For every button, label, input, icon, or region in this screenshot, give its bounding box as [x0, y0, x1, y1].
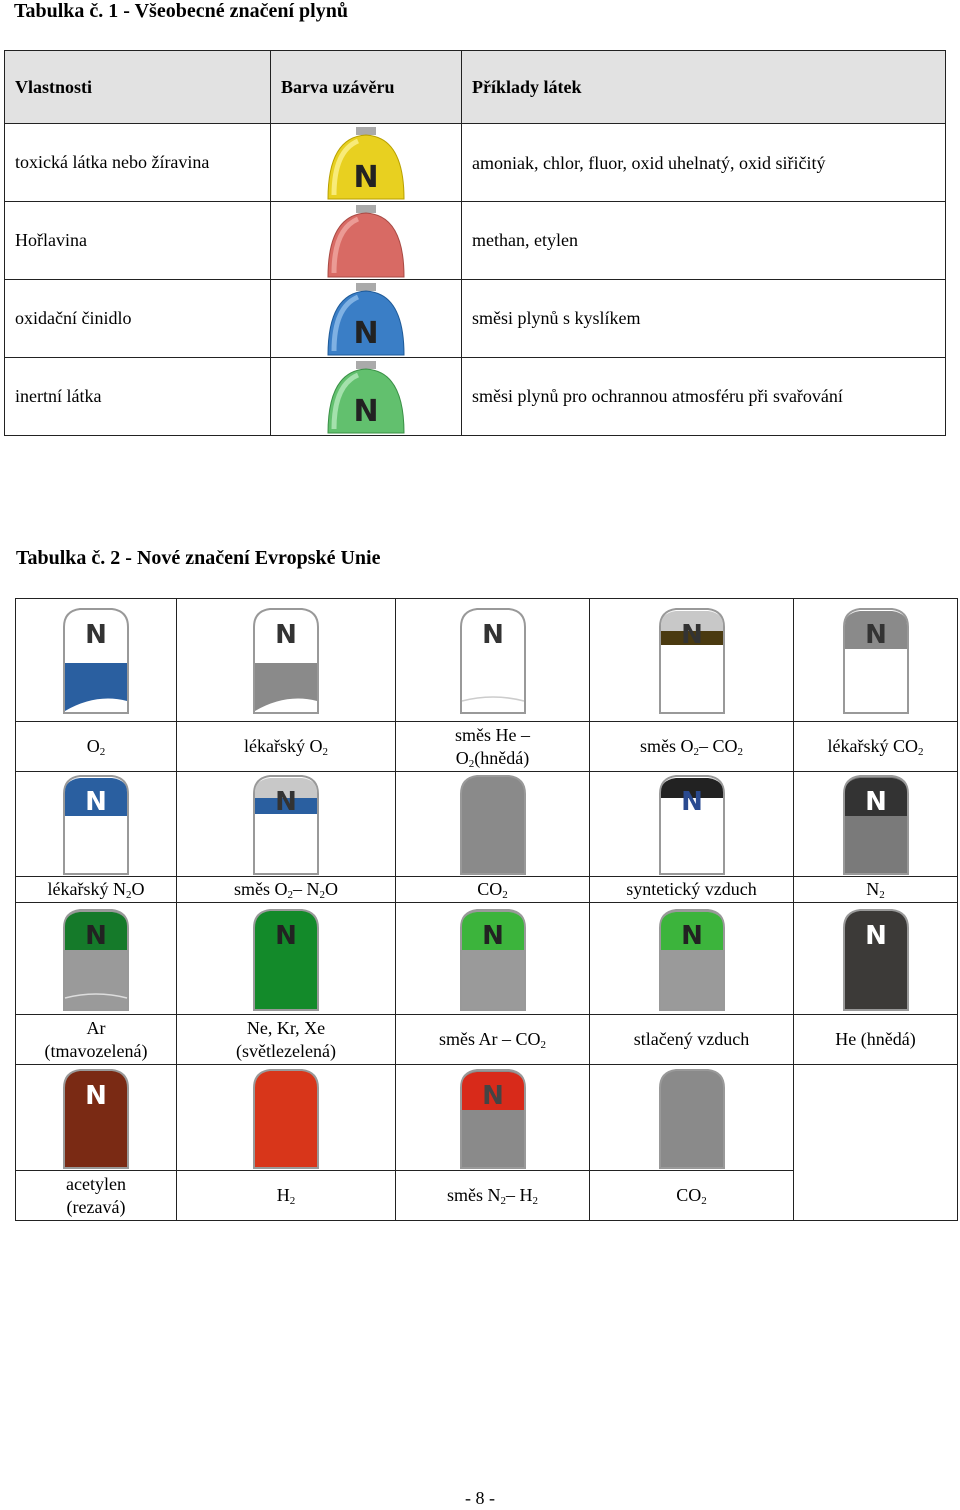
cylinder-cell — [177, 1065, 396, 1171]
gas-label: $CO_2$ — [396, 877, 590, 903]
gas-label: $H_2$ — [177, 1171, 396, 1221]
table1-title: Tabulka č. 1 - Všeobecné značení plynů — [14, 0, 348, 22]
table-row — [5, 280, 946, 358]
cylinder-cell — [794, 772, 958, 877]
svg-text:N: N — [481, 620, 504, 650]
page-number: - 8 - — [465, 1488, 495, 1508]
gas-label: stlačený vzduch — [590, 1015, 794, 1065]
gas-label: lékařský $O_2$ — [177, 722, 396, 772]
svg-text:N: N — [680, 620, 703, 650]
svg-text:N: N — [353, 393, 379, 429]
svg-text:N: N — [353, 315, 379, 351]
examples-cell: směsi plynů pro ochrannou atmosféru při svařování — [462, 358, 946, 436]
svg-text:N: N — [85, 787, 107, 817]
cylinder-cell — [794, 903, 958, 1015]
gas-label: lékařský $N_2O$ — [16, 877, 177, 903]
general-gas-marking-table — [4, 50, 946, 436]
gas-label: směs $O_2-$ $N_2O$ — [177, 877, 396, 903]
svg-text:N: N — [275, 920, 297, 951]
cylinder-cell — [590, 903, 794, 1015]
co2-grey-cylinder-icon — [652, 1066, 732, 1170]
eu-gas-marking-table — [15, 598, 958, 1221]
cylinder-cell — [590, 772, 794, 877]
cylinder-cell — [794, 599, 958, 722]
svg-text:N: N — [864, 787, 887, 817]
svg-text:N: N — [275, 620, 297, 650]
label-row — [16, 1015, 958, 1065]
medical-co2-cylinder-icon — [836, 605, 916, 715]
cap-color-cell — [271, 280, 462, 358]
cylinder-cell — [590, 599, 794, 722]
gas-label: $N_2$ — [794, 877, 958, 903]
cylinder-cell — [177, 903, 396, 1015]
cylinder-image-row — [16, 903, 958, 1015]
gas-label: lékařský $CO_2$ — [794, 722, 958, 772]
yellow-cap-icon — [320, 125, 412, 201]
cylinder-cell — [396, 903, 590, 1015]
cylinder-cell — [16, 772, 177, 877]
svg-text:N: N — [275, 787, 297, 817]
table-row — [5, 124, 946, 202]
property-cell: oxidační činidlo — [5, 280, 271, 358]
nitrogen-cylinder-icon — [836, 772, 916, 876]
property-cell: toxická látka nebo žíravina — [5, 124, 271, 202]
helium-cylinder-icon — [836, 906, 916, 1012]
label-row — [16, 877, 958, 903]
n2-h2-mix-cylinder-icon — [453, 1066, 533, 1170]
compressed-air-cylinder-icon — [652, 906, 732, 1012]
cap-color-cell — [271, 124, 462, 202]
acetylene-cylinder-icon — [56, 1066, 136, 1170]
cylinder-cell — [396, 599, 590, 722]
label-row — [16, 1171, 958, 1221]
o2-co2-mix-cylinder-icon — [652, 605, 732, 715]
svg-text:N: N — [353, 159, 379, 195]
property-cell: Hořlavina — [5, 202, 271, 280]
cylinder-cell — [396, 1065, 590, 1171]
cylinder-cell — [16, 599, 177, 722]
empty-cell — [794, 1171, 958, 1221]
cap-color-cell — [271, 202, 462, 280]
cylinder-cell — [16, 1065, 177, 1171]
table-row — [5, 358, 946, 436]
label-row — [16, 722, 958, 772]
cylinder-image-row — [16, 772, 958, 877]
co2-cylinder-icon — [453, 772, 533, 876]
svg-text:N: N — [85, 1080, 107, 1111]
ar-co2-mix-cylinder-icon — [453, 906, 533, 1012]
examples-cell: methan, etylen — [462, 202, 946, 280]
svg-text:N: N — [85, 620, 107, 650]
green-cap-icon — [320, 359, 412, 435]
medical-n2o-cylinder-icon — [56, 772, 136, 876]
cylinder-cell — [396, 772, 590, 877]
gas-label: He (hnědá) — [794, 1015, 958, 1065]
gas-label: syntetický vzduch — [590, 877, 794, 903]
gas-label: $CO_2$ — [590, 1171, 794, 1221]
hydrogen-cylinder-icon — [246, 1066, 326, 1170]
examples-cell: směsi plynů s kyslíkem — [462, 280, 946, 358]
cylinder-cell — [177, 599, 396, 722]
cylinder-image-row — [16, 599, 958, 722]
gas-label: směs $N_2-$ $H_2$ — [396, 1171, 590, 1221]
medical-oxygen-cylinder-icon — [246, 605, 326, 715]
svg-text:N: N — [864, 920, 887, 951]
synthetic-air-cylinder-icon — [652, 772, 732, 876]
o2-n2o-mix-cylinder-icon — [246, 772, 326, 876]
cylinder-cell — [177, 772, 396, 877]
svg-text:N: N — [481, 920, 504, 951]
header-priklady-latek: Příklady látek — [462, 51, 946, 124]
svg-text:N: N — [680, 787, 703, 817]
svg-text:N: N — [85, 920, 107, 951]
gas-label: Ar (tmavozelená) — [16, 1015, 177, 1065]
property-cell: inertní látka — [5, 358, 271, 436]
ne-kr-xe-cylinder-icon — [246, 906, 326, 1012]
empty-cell — [794, 1065, 958, 1171]
gas-label: Ne, Kr, Xe (světlezelená) — [177, 1015, 396, 1065]
table1-header-row — [5, 51, 946, 124]
he-o2-mix-cylinder-icon — [453, 605, 533, 715]
cylinder-cell — [16, 903, 177, 1015]
blue-cap-icon — [320, 281, 412, 357]
svg-text:N: N — [481, 1080, 504, 1111]
gas-label: acetylen (rezavá) — [16, 1171, 177, 1221]
svg-text:N: N — [680, 920, 703, 951]
header-vlastnosti: Vlastnosti — [5, 51, 271, 124]
table2-title: Tabulka č. 2 - Nové značení Evropské Unie — [16, 547, 381, 569]
examples-cell: amoniak, chlor, fluor, oxid uhelnatý, oxid siřičitý — [462, 124, 946, 202]
red-cap-icon — [320, 203, 412, 279]
cap-color-cell — [271, 358, 462, 436]
cylinder-cell — [590, 1065, 794, 1171]
oxygen-cylinder-icon — [56, 605, 136, 715]
argon-cylinder-icon — [56, 906, 136, 1012]
header-barva-uzaveru: Barva uzávěru — [271, 51, 462, 124]
gas-label: $O_2$ — [16, 722, 177, 772]
gas-label: směs $O_2-$ $CO_2$ — [590, 722, 794, 772]
gas-label: směs He – $O_2(hnědá)$ — [396, 722, 590, 772]
cylinder-image-row — [16, 1065, 958, 1171]
gas-label: směs Ar – $CO_2$ — [396, 1015, 590, 1065]
table-row — [5, 202, 946, 280]
svg-text:N: N — [864, 620, 887, 650]
